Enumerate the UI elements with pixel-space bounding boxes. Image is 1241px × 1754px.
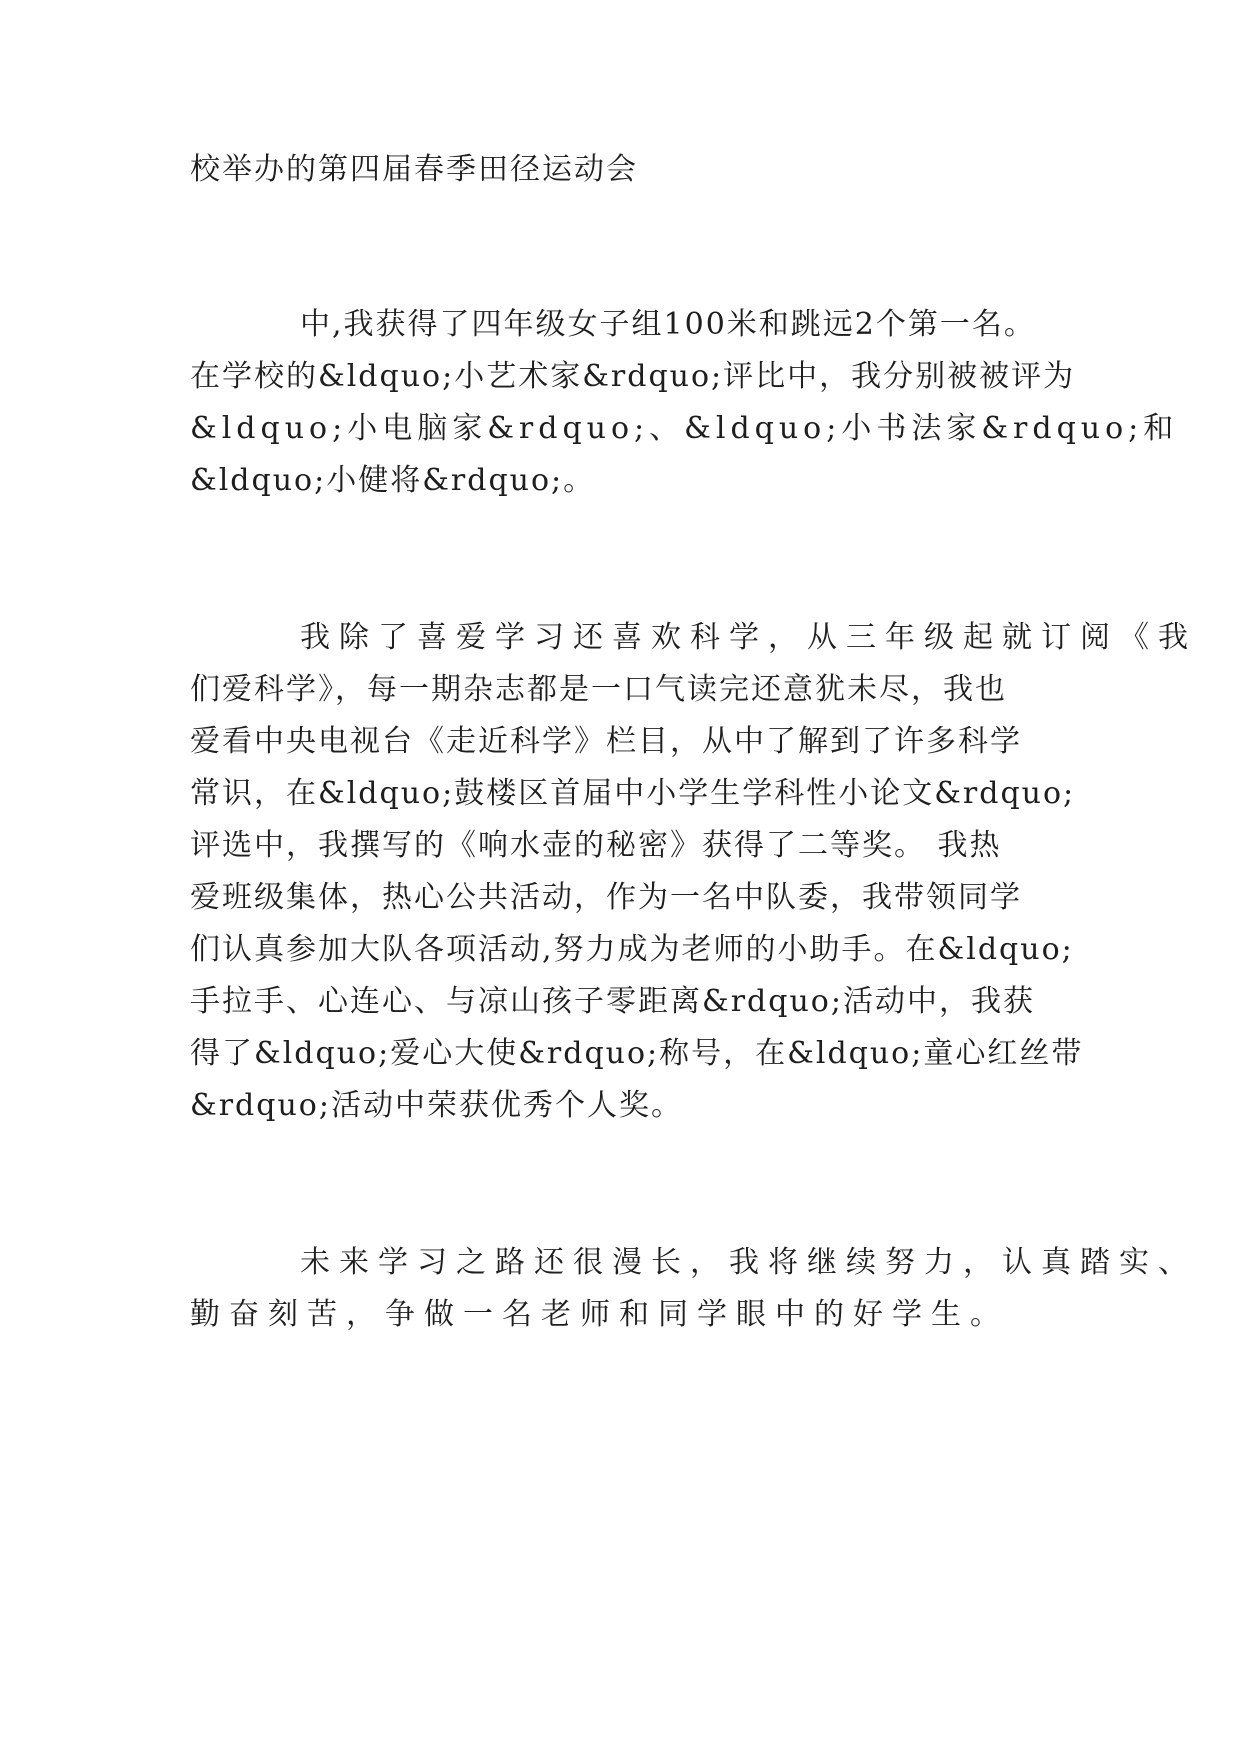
paragraph-2-line-7: 们认真参加大队各项活动,努力成为老师的小助手。在&ldquo; — [190, 932, 1074, 967]
paragraph-1-line-2: 在学校的&ldquo;小艺术家&rdquo;评比中，我分别被被评为 — [190, 359, 1076, 394]
paragraph-2-line-2: 们爱科学》，每一期杂志都是一口气读完还意犹未尽，我也 — [190, 672, 1007, 707]
paragraph-2-line-4: 常识，在&ldquo;鼓楼区首届中小学生学科性小论文&rdquo; — [190, 776, 1076, 811]
paragraph-3-line-1: 未来学习之路还很漫长，我将继续努力，认真踏实、 — [300, 1245, 1197, 1280]
paragraph-2-line-5: 评选中，我撰写的《响水壶的秘密》获得了二等奖。 我热 — [190, 828, 1002, 863]
paragraph-2-line-10: &rdquo;活动中荣获优秀个人奖。 — [190, 1088, 683, 1123]
paragraph-2-line-8: 手拉手、心连心、与凉山孩子零距离&rdquo;活动中，我获 — [190, 984, 1035, 1019]
paragraph-1-line-3: &ldquo;小电脑家&rdquo;、&ldquo;小书法家&rdquo;和 — [190, 411, 1179, 446]
paragraph-1-line-1: 中,我获得了四年级女子组100米和跳远2个第一名。 — [300, 307, 1036, 342]
paragraph-2-line-9: 得了&ldquo;爱心大使&rdquo;称号，在&ldquo;童心红丝带 — [190, 1036, 1084, 1071]
paragraph-1-line-4: &ldquo;小健将&rdquo;。 — [190, 463, 596, 498]
heading-line: 校举办的第四届春季田径运动会 — [190, 152, 638, 187]
paragraph-2-line-1: 我除了喜爱学习还喜欢科学，从三年级起就订阅《我 — [300, 620, 1197, 655]
paragraph-3-line-2: 勤奋刻苦，争做一名老师和同学眼中的好学生。 — [190, 1297, 1009, 1332]
paragraph-2-line-3: 爱看中央电视台《走近科学》栏目，从中了解到了许多科学 — [190, 724, 1022, 759]
paragraph-2-line-6: 爱班级集体，热心公共活动，作为一名中队委，我带领同学 — [190, 880, 1022, 915]
